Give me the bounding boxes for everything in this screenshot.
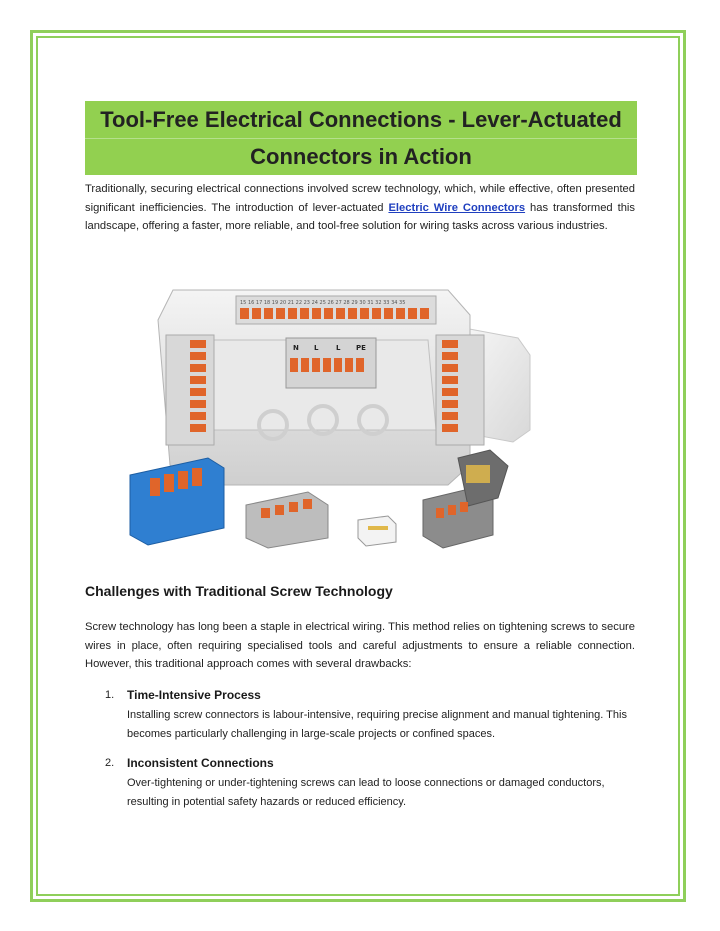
page-title-line-2: Connectors in Action: [250, 143, 472, 169]
list-item: [105, 755, 635, 815]
electric-wire-connectors-link[interactable]: Electric Wire Connectors: [388, 201, 526, 214]
svg-text:15 16 17 18 19 20 21 22 23 2: 15 16 17 18 19 20 21 22 23 24 25 26 27 28 29 30 31 32 33 34 35: [240, 300, 406, 306]
intro-paragraph: [85, 180, 635, 236]
svg-text:L: L: [314, 344, 319, 352]
list-item-number: 2.: [105, 757, 115, 769]
svg-text:PE: PE: [356, 344, 366, 352]
page-title-line-1: Tool-Free Electrical Connections - Lever-Actuated: [100, 106, 622, 132]
section-heading: Challenges with Traditional Screw Technology: [85, 583, 393, 599]
list-item-body: Over-tightening or under-tightening screws can lead to loose connections or damaged conductors, resulting in potential safety hazards or reduced efficiency.: [127, 777, 605, 808]
list-item-body: Installing screw connectors is labour-intensive, requiring precise alignment and manual tightening. This becomes particularly challenging in large-scale projects or confined spaces.: [127, 709, 627, 740]
section-body: Screw technology has long been a staple in electrical wiring. This method relies on tightening screws to secure wires in place, often requiring specialised tools and careful adjustments to ensure a reliable connection. However, this traditional approach comes with several drawbacks:: [85, 621, 635, 671]
svg-text:L: L: [336, 344, 341, 352]
list-item-title: Time-Intensive Process: [127, 688, 261, 702]
list-item-number: 1.: [105, 689, 115, 701]
intro-text-after-link: has transformed this landscape, offering a faster, more reliable, and tool-free solution for wiring tasks across various industries.: [85, 201, 636, 233]
title-banner: [85, 100, 637, 175]
lever-connector-junction-box-image: [118, 280, 536, 555]
product-illustration: [118, 280, 536, 555]
list-item: [105, 687, 635, 747]
svg-text:N: N: [293, 344, 299, 352]
intro-text-before-link: Traditionally, securing electrical connections involved screw technology, which, while effective, often presented significant inefficiencies. The introduction of lever-actuated: [85, 183, 635, 214]
list-item-title: Inconsistent Connections: [127, 756, 274, 770]
